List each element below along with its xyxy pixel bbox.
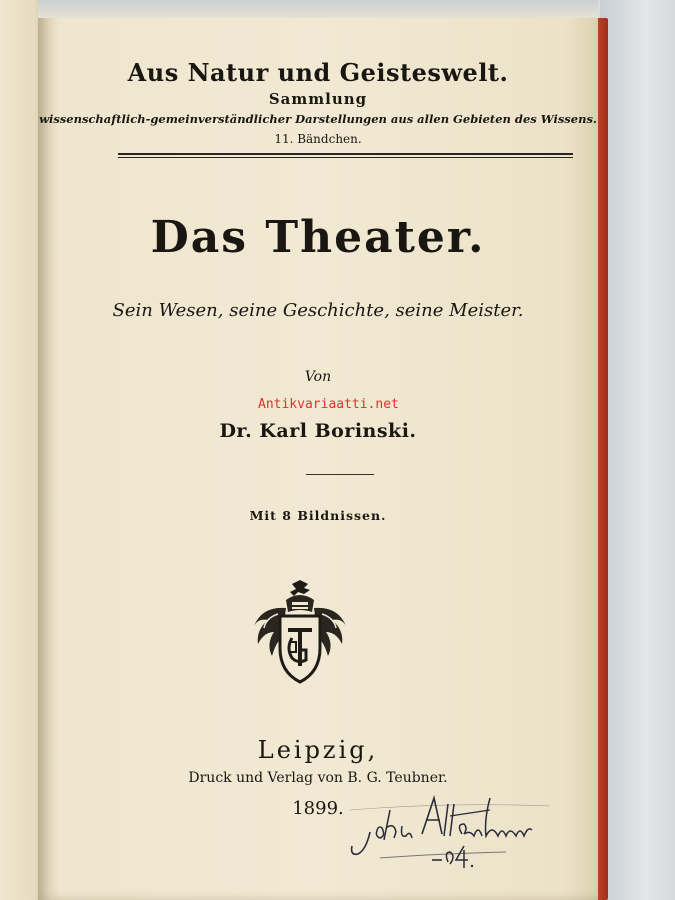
illustrations-note: Mit 8 Bildnissen.	[249, 508, 387, 523]
imprint-year: 1899.	[292, 798, 344, 819]
imprint-place: Leipzig,	[257, 736, 379, 764]
by-label: Von	[304, 369, 332, 385]
title-page	[38, 0, 598, 900]
watermark-text: Antikvariaatti.net	[258, 397, 399, 412]
header-rule-thin	[118, 157, 573, 158]
collection-label: Sammlung	[268, 90, 368, 108]
book-title: Das Theater.	[150, 212, 486, 263]
imprint-publisher: Druck und Verlag von B. G. Teubner.	[188, 770, 448, 786]
divider-rule	[306, 474, 374, 475]
publisher-emblem-icon	[248, 578, 352, 686]
author-name: Dr. Karl Borinski.	[219, 420, 417, 442]
book-subtitle: Sein Wesen, seine Geschichte, seine Meister.	[112, 300, 524, 321]
series-title: Aus Natur und Geisteswelt.	[127, 58, 509, 87]
header-rule	[118, 153, 573, 155]
background-surface	[600, 0, 675, 900]
handwritten-signature	[330, 780, 570, 875]
series-description: wissenschaftlich-gemeinverständlicher Darstellungen aus allen Gebieten des Wissens.	[39, 112, 597, 126]
volume-number: 11. Bändchen.	[274, 132, 362, 146]
